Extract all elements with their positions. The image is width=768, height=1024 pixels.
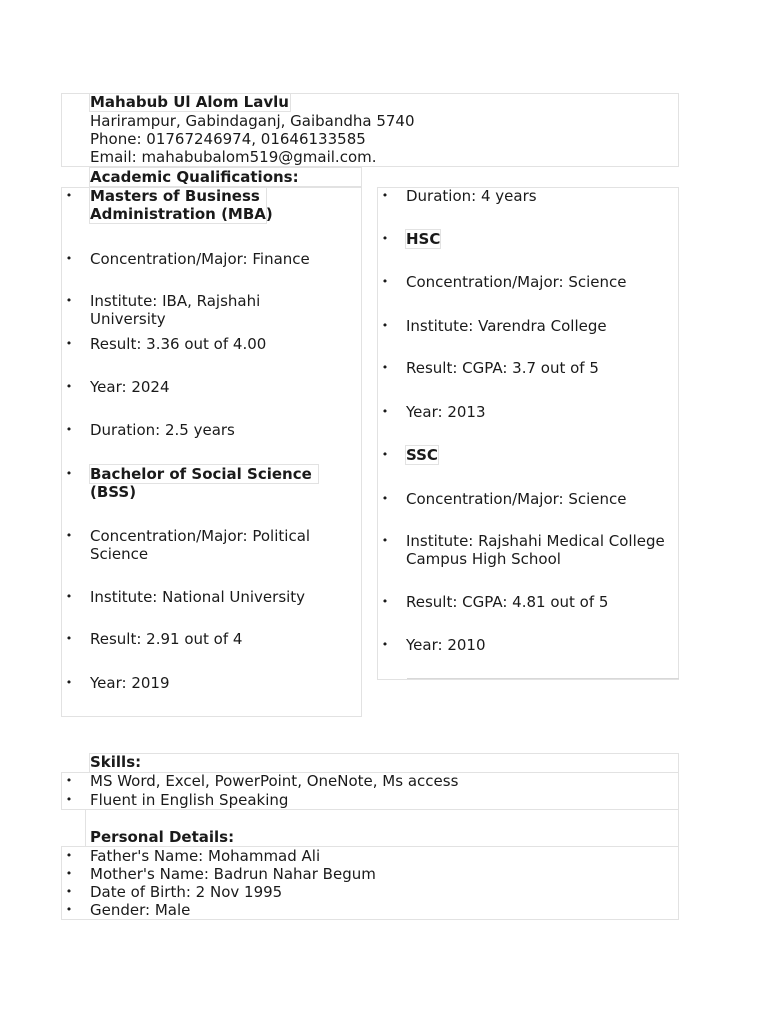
bullet-icon: • [381,638,389,651]
list-item: Duration: 2.5 years [90,421,235,439]
degree-title: SSC [406,446,438,464]
list-item: Year: 2013 [406,403,486,421]
bullet-icon: • [381,534,389,547]
list-item: Result: CGPA: 4.81 out of 5 [406,593,609,611]
bullet-icon: • [381,595,389,608]
list-item: Year: 2019 [90,674,170,692]
degree-title-box [405,229,441,249]
bullet-icon: • [65,467,73,480]
bullet-icon: • [381,275,389,288]
skills-heading: Skills: [90,753,142,771]
degree-title-box [89,464,319,484]
bullet-icon: • [65,337,73,350]
bullet-icon: • [65,294,73,307]
list-item: Father's Name: Mohammad Ali [90,847,321,865]
bullet-icon: • [381,319,389,332]
bullet-icon: • [381,189,389,202]
email: Email: mahabubalom519@gmail.com. [90,148,377,166]
bullet-icon: • [65,903,73,916]
list-item: Duration: 4 years [406,187,537,205]
list-item: Mother's Name: Badrun Nahar Begum [90,865,376,883]
degree-title: Bachelor of Social Science (BSS) [90,465,312,501]
degree-title: HSC [406,230,441,248]
list-item: Date of Birth: 2 Nov 1995 [90,883,283,901]
list-item: Concentration/Major: Political Science [90,527,311,563]
bullet-icon: • [65,849,73,862]
bullet-icon: • [65,774,73,787]
list-item: Result: 3.36 out of 4.00 [90,335,267,353]
list-item: Result: CGPA: 3.7 out of 5 [406,359,599,377]
degree-title-box [89,186,267,224]
bullet-icon: • [65,867,73,880]
bullet-icon: • [381,448,389,461]
list-item: Concentration/Major: Science [406,490,627,508]
list-item: Year: 2010 [406,636,486,654]
bullet-icon: • [381,405,389,418]
list-item: Institute: IBA, Rajshahi University [90,292,261,328]
bullet-icon: • [65,529,73,542]
bullet-icon: • [65,676,73,689]
list-item: Fluent in English Speaking [90,791,289,809]
degree-title-box [405,445,439,465]
address: Harirampur, Gabindaganj, Gaibandha 5740 [90,112,415,130]
candidate-name: Mahabub Ul Alom Lavlu [90,93,289,111]
bullet-icon: • [381,492,389,505]
bullet-icon: • [65,632,73,645]
list-item: Result: 2.91 out of 4 [90,630,243,648]
bullet-icon: • [65,252,73,265]
list-item: Concentration/Major: Science [406,273,627,291]
personal-heading: Personal Details: [90,828,235,846]
bullet-icon: • [65,793,73,806]
academic-heading: Academic Qualifications: [90,168,299,186]
bullet-icon: • [381,361,389,374]
list-item: Year: 2024 [90,378,170,396]
list-item: Institute: National University [90,588,306,606]
bullet-icon: • [65,380,73,393]
list-item: MS Word, Excel, PowerPoint, OneNote, Ms access [90,772,459,790]
degree-title: Masters of Business Administration (MBA) [90,187,273,223]
bullet-icon: • [65,590,73,603]
list-item: Concentration/Major: Finance [90,250,310,268]
bullet-icon: • [381,232,389,245]
phone: Phone: 01767246974, 01646133585 [90,130,366,148]
list-item: Institute: Rajshahi Medical College Campus High School [406,532,665,568]
bullet-icon: • [65,189,73,202]
list-item: Institute: Varendra College [406,317,607,335]
bullet-icon: • [65,423,73,436]
right-column-underline [407,678,679,679]
bullet-icon: • [65,885,73,898]
list-item: Gender: Male [90,901,191,919]
skills-heading-box [89,753,679,773]
